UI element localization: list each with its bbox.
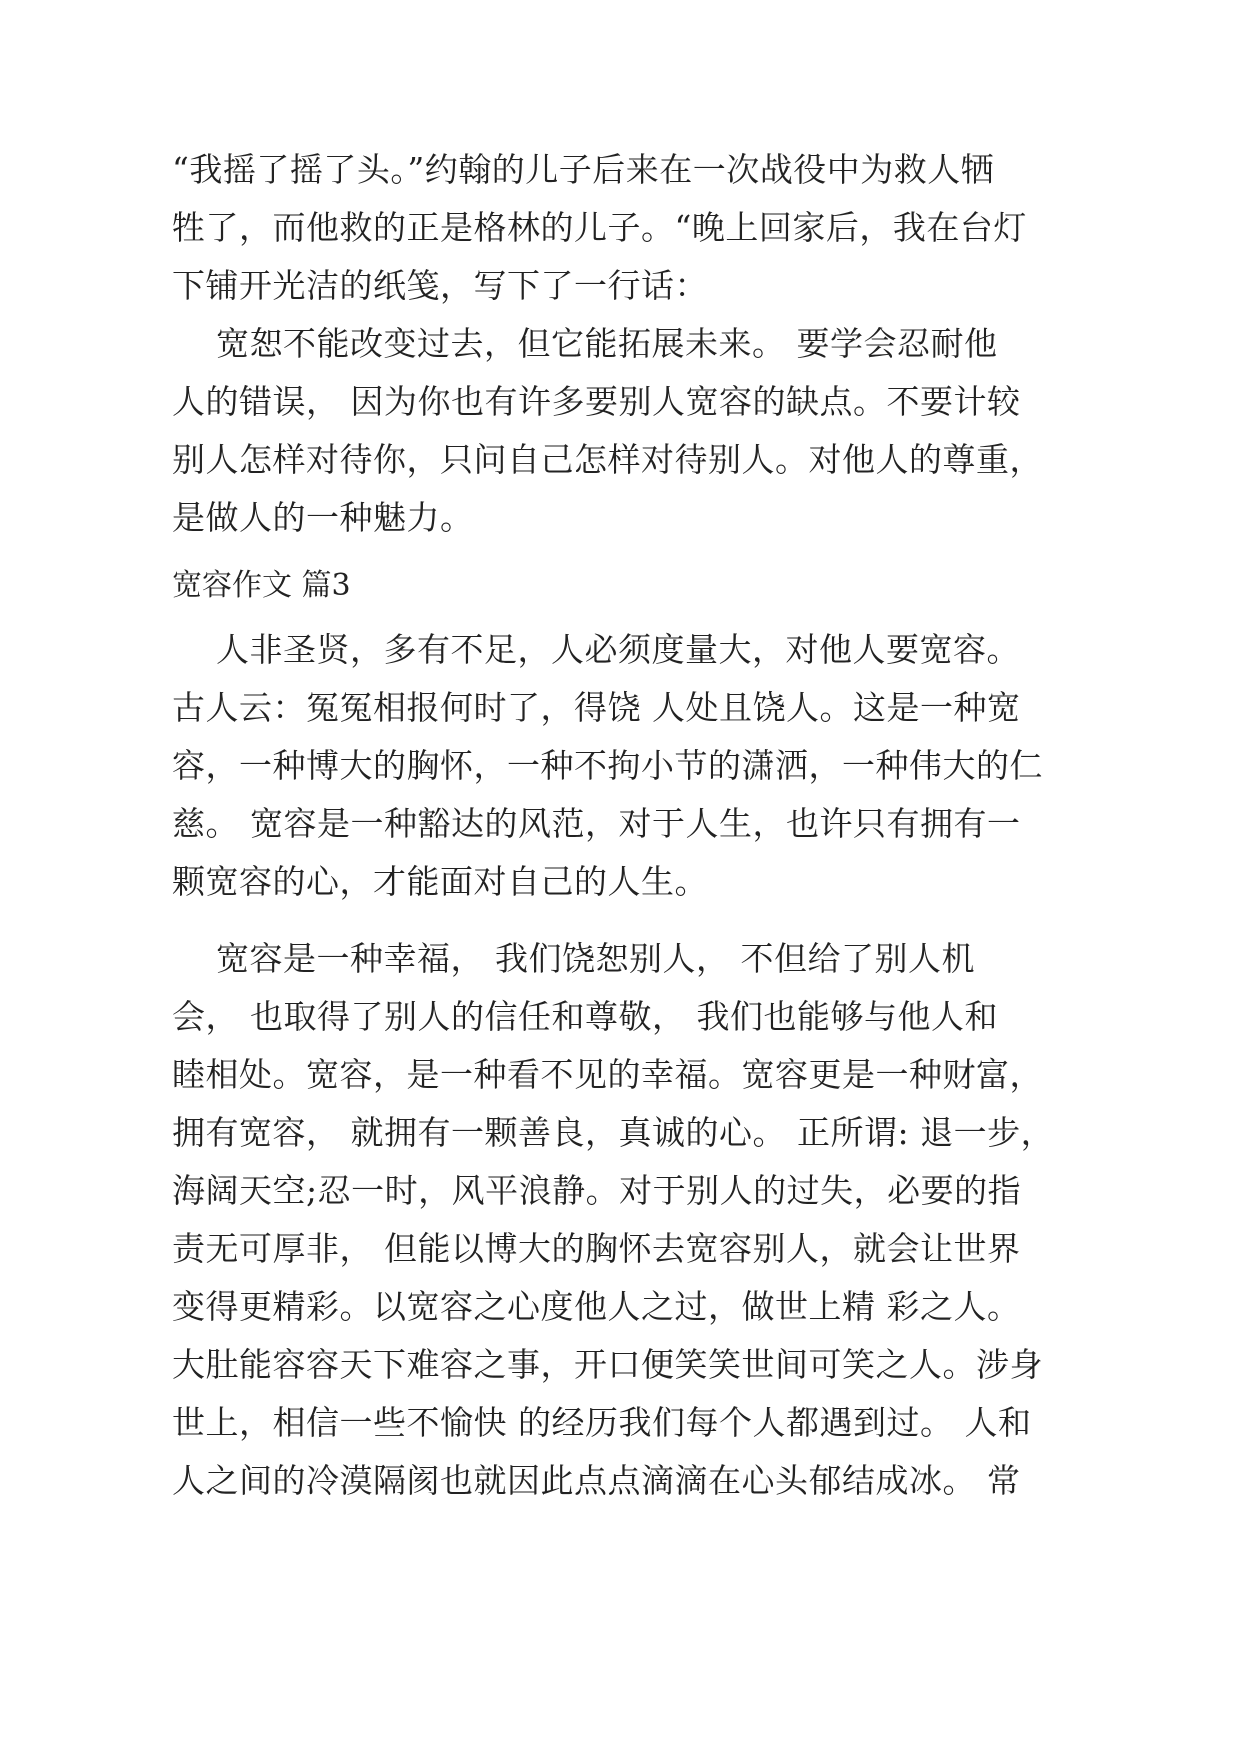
paragraph-line: 容，一种博大的胸怀，一种不拘小节的潇洒，一种伟大的仁 [172,746,1043,785]
paragraph-line: 是做人的一种魅力。 [172,498,474,537]
section-heading: 宽容作文 篇3 [172,568,351,603]
paragraph-line: 宽恕不能改变过去，但它能拓展未来。 要学会忍耐他 [172,324,998,363]
paragraph-line: 睦相处。宽容，是一种看不见的幸福。宽容更是一种财富， [172,1055,1043,1094]
paragraph-line: 大肚能容容天下难容之事，开口便笑笑世间可笑之人。涉身 [172,1345,1043,1384]
paragraph-line: 宽容是一种幸福， 我们饶恕别人， 不但给了别人机 [172,939,975,978]
paragraph-line: 别人怎样对待你，只问自己怎样对待别人。对他人的尊重， [172,440,1043,479]
paragraph-line: 人的错误， 因为你也有许多要别人宽容的缺点。不要计较 [172,382,1021,421]
paragraph-line: 颗宽容的心，才能面对自己的人生。 [172,862,708,901]
paragraph-line: 世上，相信一些不愉快 的经历我们每个人都遇到过。 人和 [172,1403,1032,1442]
paragraph-line: 会， 也取得了别人的信任和尊敬， 我们也能够与他人和 [172,997,998,1036]
paragraph-line: 人之间的冷漠隔阂也就因此点点滴滴在心头郁结成冰。 常 [172,1461,1021,1500]
paragraph-line: 古人云：冤冤相报何时了，得饶 人处且饶人。这是一种宽 [172,688,1021,727]
paragraph-line: 海阔天空;忍一时，风平浪静。对于别人的过失，必要的指 [172,1171,1022,1210]
paragraph-line: 拥有宽容， 就拥有一颗善良，真诚的心。 正所谓: 退一步， [172,1113,1055,1152]
paragraph-line: 责无可厚非， 但能以博大的胸怀去宽容别人，就会让世界 [172,1229,1021,1268]
paragraph-line: “我摇了摇了头。”约翰的儿子后来在一次战役中为救人牺 [172,150,995,189]
paragraph-line: 牲了，而他救的正是格林的儿子。“晚上回家后，我在台灯 [172,208,1027,247]
paragraph-line: 慈。 宽容是一种豁达的风范，对于人生，也许只有拥有一 [172,804,1021,843]
paragraph-line: 变得更精彩。以宽容之心度他人之过，做世上精 彩之人。 [172,1287,1021,1326]
paragraph-line: 人非圣贤，多有不足，人必须度量大，对他人要宽容。 [172,630,1020,669]
paragraph-line: 下铺开光洁的纸笺，写下了一行话： [172,266,708,305]
